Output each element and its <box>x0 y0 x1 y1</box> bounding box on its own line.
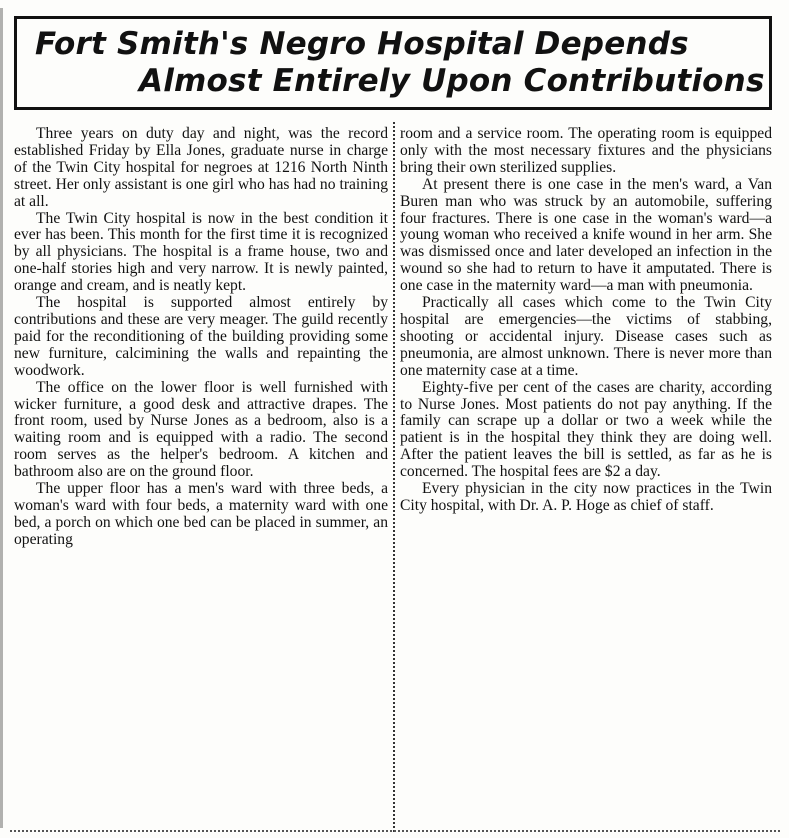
paragraph: The Twin City hospital is now in the best condition it ever has been. This month for the first time it is recognized by all physicians. The hospital is a frame house, two and one-half stories high and very narrow. It is newly painted, orange and cream, and is neatly kept. <box>14 209 388 295</box>
paragraph: Eighty-five per cent of the cases are charity, according to Nurse Jones. Most patients do not pay anything. If the family can scrape up a dollar or two a week while the patient is in the hospital they think they are doing well. After the patient leaves the bill is settled, as far as he is concerned. The hospital fees are $2 a day. <box>400 378 772 481</box>
paragraph: The upper floor has a men's ward with three beds, a woman's ward with four beds, a maternity ward with one bed, a porch on which one bed can be placed in summer, an operating <box>14 480 388 548</box>
article-column-left <box>14 126 388 549</box>
paragraph: Three years on duty day and night, was the record established Friday by Ella Jones, graduate nurse in charge of the Twin City hospital for negroes at 1216 North Ninth street. Her only assistant is one girl who has had no training at all. <box>14 125 388 210</box>
column-divider <box>393 122 395 832</box>
paragraph: At present there is one case in the men's ward, a Van Buren man who was struck by an automobile, suffering four fractures. There is one case in the woman's ward—a young woman who received a knife wound in her arm. She was dismissed once and later developed an infection in the wound so she had to return to have it amputated. There is one case in the maternity ward—a man with pneumonia. <box>400 175 772 295</box>
headline-box <box>14 16 772 110</box>
paragraph-continuation: room and a service room. The operating room is equipped only with the most necessary fixtures and the physicians bring their own sterilized supplies. <box>400 125 772 176</box>
paragraph: The office on the lower floor is well furnished with wicker furniture, a good desk and attractive drapes. The front room, used by Nurse Jones as a bedroom, also is a waiting room and is equipped with a radio. The second room serves as the helper's bedroom. A kitchen and bathroom also are on the ground floor. <box>14 378 388 481</box>
headline-line-1: Fort Smith's Negro Hospital Depends <box>35 26 689 62</box>
article-column-right <box>400 126 772 515</box>
bottom-rule <box>10 830 780 832</box>
paragraph: Every physician in the city now practices in the Twin City hospital, with Dr. A. P. Hoge as chief of staff. <box>400 480 772 514</box>
paragraph: The hospital is supported almost entirely by contributions and these are very meager. The guild recently paid for the reconditioning of the building providing some new furniture, calcimining the walls and repainting the woodwork. <box>14 294 388 379</box>
clipping-left-edge <box>0 8 3 828</box>
headline-line-2: Almost Entirely Upon Contributions <box>139 63 765 99</box>
paragraph: Practically all cases which come to the Twin City hospital are emergencies—the victims of stabbing, shooting or accidental injury. Disease cases such as pneumonia, are almost unknown. There is never more than one maternity case at a time. <box>400 294 772 379</box>
